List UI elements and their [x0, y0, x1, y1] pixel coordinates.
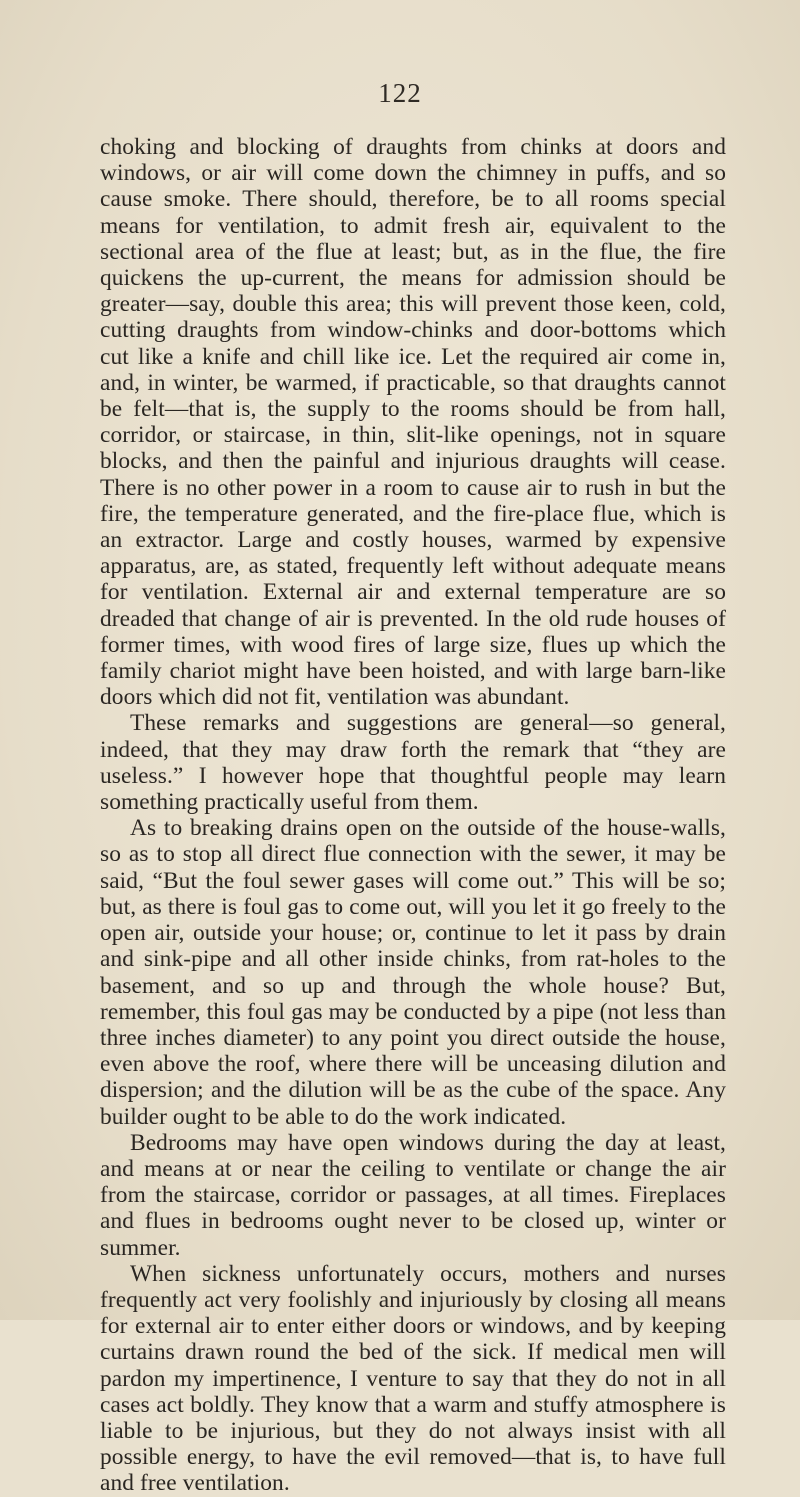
body-text [100, 134, 726, 1497]
paragraph: As to breaking drains open on the outside of the house-walls, so as to stop all direct flue connection with the sewer, it may be said, “But the foul sewer gases will come out.” This will be so; but, as there is foul gas to come out, will you let it go freely to the open air, outside your house; or, continue to let it pass by drain and sink-pipe and all other inside chinks, from rat-holes to the basement, and so up and through the whole house? But, remember, this foul gas may be conducted by a pipe (not less than three inches diameter) to any point you direct outside the house, even above the roof, where there will be unceasing dilution and dispersion; and the dilution will be as the cube of the space. Any builder ought to be able to do the work indicated. [100, 815, 726, 1130]
paragraph: These remarks and suggestions are general—so general, indeed, that they may draw forth the remark that “they are useless.” I however hope that thoughtful people may learn something practically useful from them. [100, 710, 726, 816]
page-number: 122 [378, 78, 422, 108]
paragraph: When sickness unfortunately occurs, mothers and nurses frequently act very foolishly and injuriously by closing all means for external air to enter either doors or windows, and by keeping curtains drawn round the bed of the sick. If medical men will pardon my impertinence, I venture to say that they do not in all cases act boldly. They know that a warm and stuffy atmosphere is liable to be injurious, but they do not always insist with all possible energy, to have the evil removed—that is, to have full and free ventilation. [100, 1260, 726, 1497]
paragraph: Bedrooms may have open windows during the day at least, and means at or near the ceiling to ventilate or change the air from the staircase, corridor or passages, at all times. Fireplaces and flues in bedrooms ought never to be closed up, winter or summer. [100, 1129, 726, 1261]
paragraph: choking and blocking of draughts from chinks at doors and windows, or air will come down the chimney in puffs, and so cause smoke. There should, therefore, be to all rooms special means for ventilation, to admit fresh air, equivalent to the sectional area of the flue at least; but, as in the flue, the fire quickens the up-current, the means for admission should be greater—say, double this area; this will prevent those keen, cold, cutting draughts from window-chinks and door-bottoms which cut like a knife and chill like ice. Let the required air come in, and, in winter, be warmed, if practicable, so that draughts cannot be felt—that is, the supply to the rooms should be from hall, corridor, or staircase, in thin, slit-like openings, not in square blocks, and then the painful and injurious draughts will cease. There is no other power in a room to cause air to rush in but the fire, the temperature generated, and the fire-place flue, which is an extractor. Large and costly houses, warmed by expensive apparatus, are, as stated, frequently left without adequate means for ventilation. External air and external temperature are so dreaded that change of air is prevented. In the old rude houses of former times, with wood fires of large size, flues up which the family chariot might have been hoisted, and with large barn-like doors which did not fit, ventilation was abundant. [100, 134, 726, 711]
